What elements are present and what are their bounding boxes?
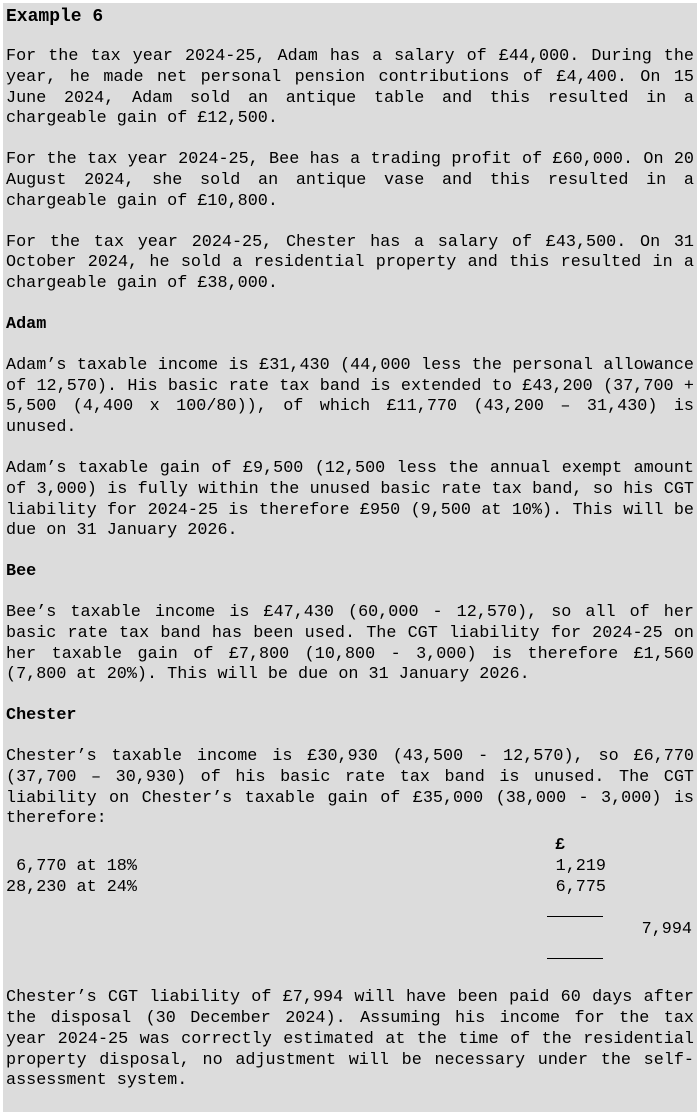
section-heading-chester: Chester bbox=[6, 706, 77, 726]
calculation-row bbox=[6, 878, 606, 899]
chester-calculation-table bbox=[6, 836, 694, 974]
bee-paragraph: Bee’s taxable income is £47,430 (60,000 - 12,570), so all of her basic rate tax band has been used. The CGT liability for 2024-25 on her taxable gain of £7,800 (10,800 - 3,000) is therefore £1,560 (7,800 at 20%). This will be due on 31 January 2026. bbox=[6, 602, 694, 685]
example-title: Example 6 bbox=[6, 7, 104, 27]
calculation-row bbox=[6, 857, 606, 878]
calculation-row-amount: 6,775 bbox=[555, 878, 606, 898]
chester-income-paragraph: Chester’s taxable income is £30,930 (43,500 - 12,570), so £6,770 (37,700 – 30,930) of his basic rate tax band is unused. The CGT liability on Chester’s taxable gain of £35,000 (38,000 - 3,000) is therefore: bbox=[6, 746, 694, 829]
example-panel bbox=[3, 3, 697, 1112]
section-heading-bee: Bee bbox=[6, 562, 37, 582]
calculation-row-amount: 1,219 bbox=[555, 857, 606, 877]
currency-header: £ bbox=[555, 836, 566, 856]
chester-closing-paragraph: Chester’s CGT liability of £7,994 will have been paid 60 days after the disposal (30 December 2024). Assuming his income for the tax year 2024-25 was correctly estimated at the time of the residential property disposal, no adjustment will be necessary under the self-assessment system. bbox=[6, 988, 694, 1091]
section-heading-adam: Adam bbox=[6, 314, 47, 334]
intro-paragraph-bee: For the tax year 2024-25, Bee has a trading profit of £60,000. On 20 August 2024, she sold an antique vase and this resulted in a chargeable gain of £10,800. bbox=[6, 150, 694, 211]
subtotal-rule bbox=[547, 916, 603, 917]
calculation-total: 7,994 bbox=[641, 920, 692, 940]
calculation-row-label: 6,770 at 18% bbox=[6, 857, 137, 877]
adam-income-paragraph: Adam’s taxable income is £31,430 (44,000 less the personal allowance of 12,570). His basic rate tax band is extended to £43,200 (37,700 + 5,500 (4,400 x 100/80)), of which £11,770 (43,200 – 31,430) is unused. bbox=[6, 355, 694, 438]
calculation-row-label: 28,230 at 24% bbox=[6, 878, 137, 898]
adam-gain-paragraph: Adam’s taxable gain of £9,500 (12,500 less the annual exempt amount of 3,000) is fully within the unused basic rate tax band, so his CGT liability for 2024-25 is therefore £950 (9,500 at 10%). This will be due on 31 January 2026. bbox=[6, 458, 694, 541]
intro-paragraph-adam: For the tax year 2024-25, Adam has a salary of £44,000. During the year, he made net personal pension contributions of £4,400. On 15 June 2024, Adam sold an antique table and this resulted in a chargeable gain of £12,500. bbox=[6, 47, 694, 129]
intro-paragraph-chester: For the tax year 2024-25, Chester has a salary of £43,500. On 31 October 2024, he sold a residential property and this resulted in a chargeable gain of £38,000. bbox=[6, 232, 694, 294]
total-rule bbox=[547, 958, 603, 959]
